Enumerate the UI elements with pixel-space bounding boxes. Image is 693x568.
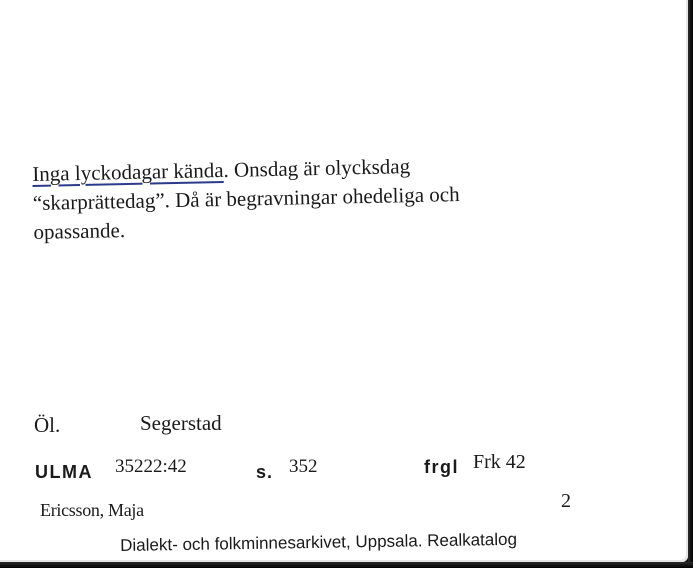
- ulma-number: 35222:42: [115, 456, 187, 477]
- collector-name: Ericsson, Maja: [40, 500, 144, 520]
- card-edge-bottom: [0, 562, 693, 568]
- text-line-1-rest: . Onsdag är olycksdag: [223, 154, 411, 182]
- ulma-label: ULMA: [35, 462, 93, 482]
- card-body-text: [32, 148, 594, 247]
- page-number: 352: [289, 456, 318, 477]
- parish-name: Segerstad: [140, 411, 222, 435]
- underlined-phrase: Inga lyckodagar kända: [32, 157, 224, 186]
- card-edge-right: [688, 0, 693, 568]
- archive-footer: Dialekt- och folkminnesarkivet, Uppsala. Realkatalog: [120, 529, 518, 555]
- questionnaire-value: Frk 42: [473, 451, 526, 473]
- questionnaire-label: frgl: [424, 457, 459, 477]
- text-line-3: opassande.: [33, 218, 126, 244]
- page-label: s.: [256, 462, 274, 482]
- card-number: 2: [561, 490, 571, 512]
- text-line-2: “skarprättedag”. Då är begravningar ohedeliga och: [32, 182, 460, 215]
- place-label: Öl.: [34, 413, 61, 437]
